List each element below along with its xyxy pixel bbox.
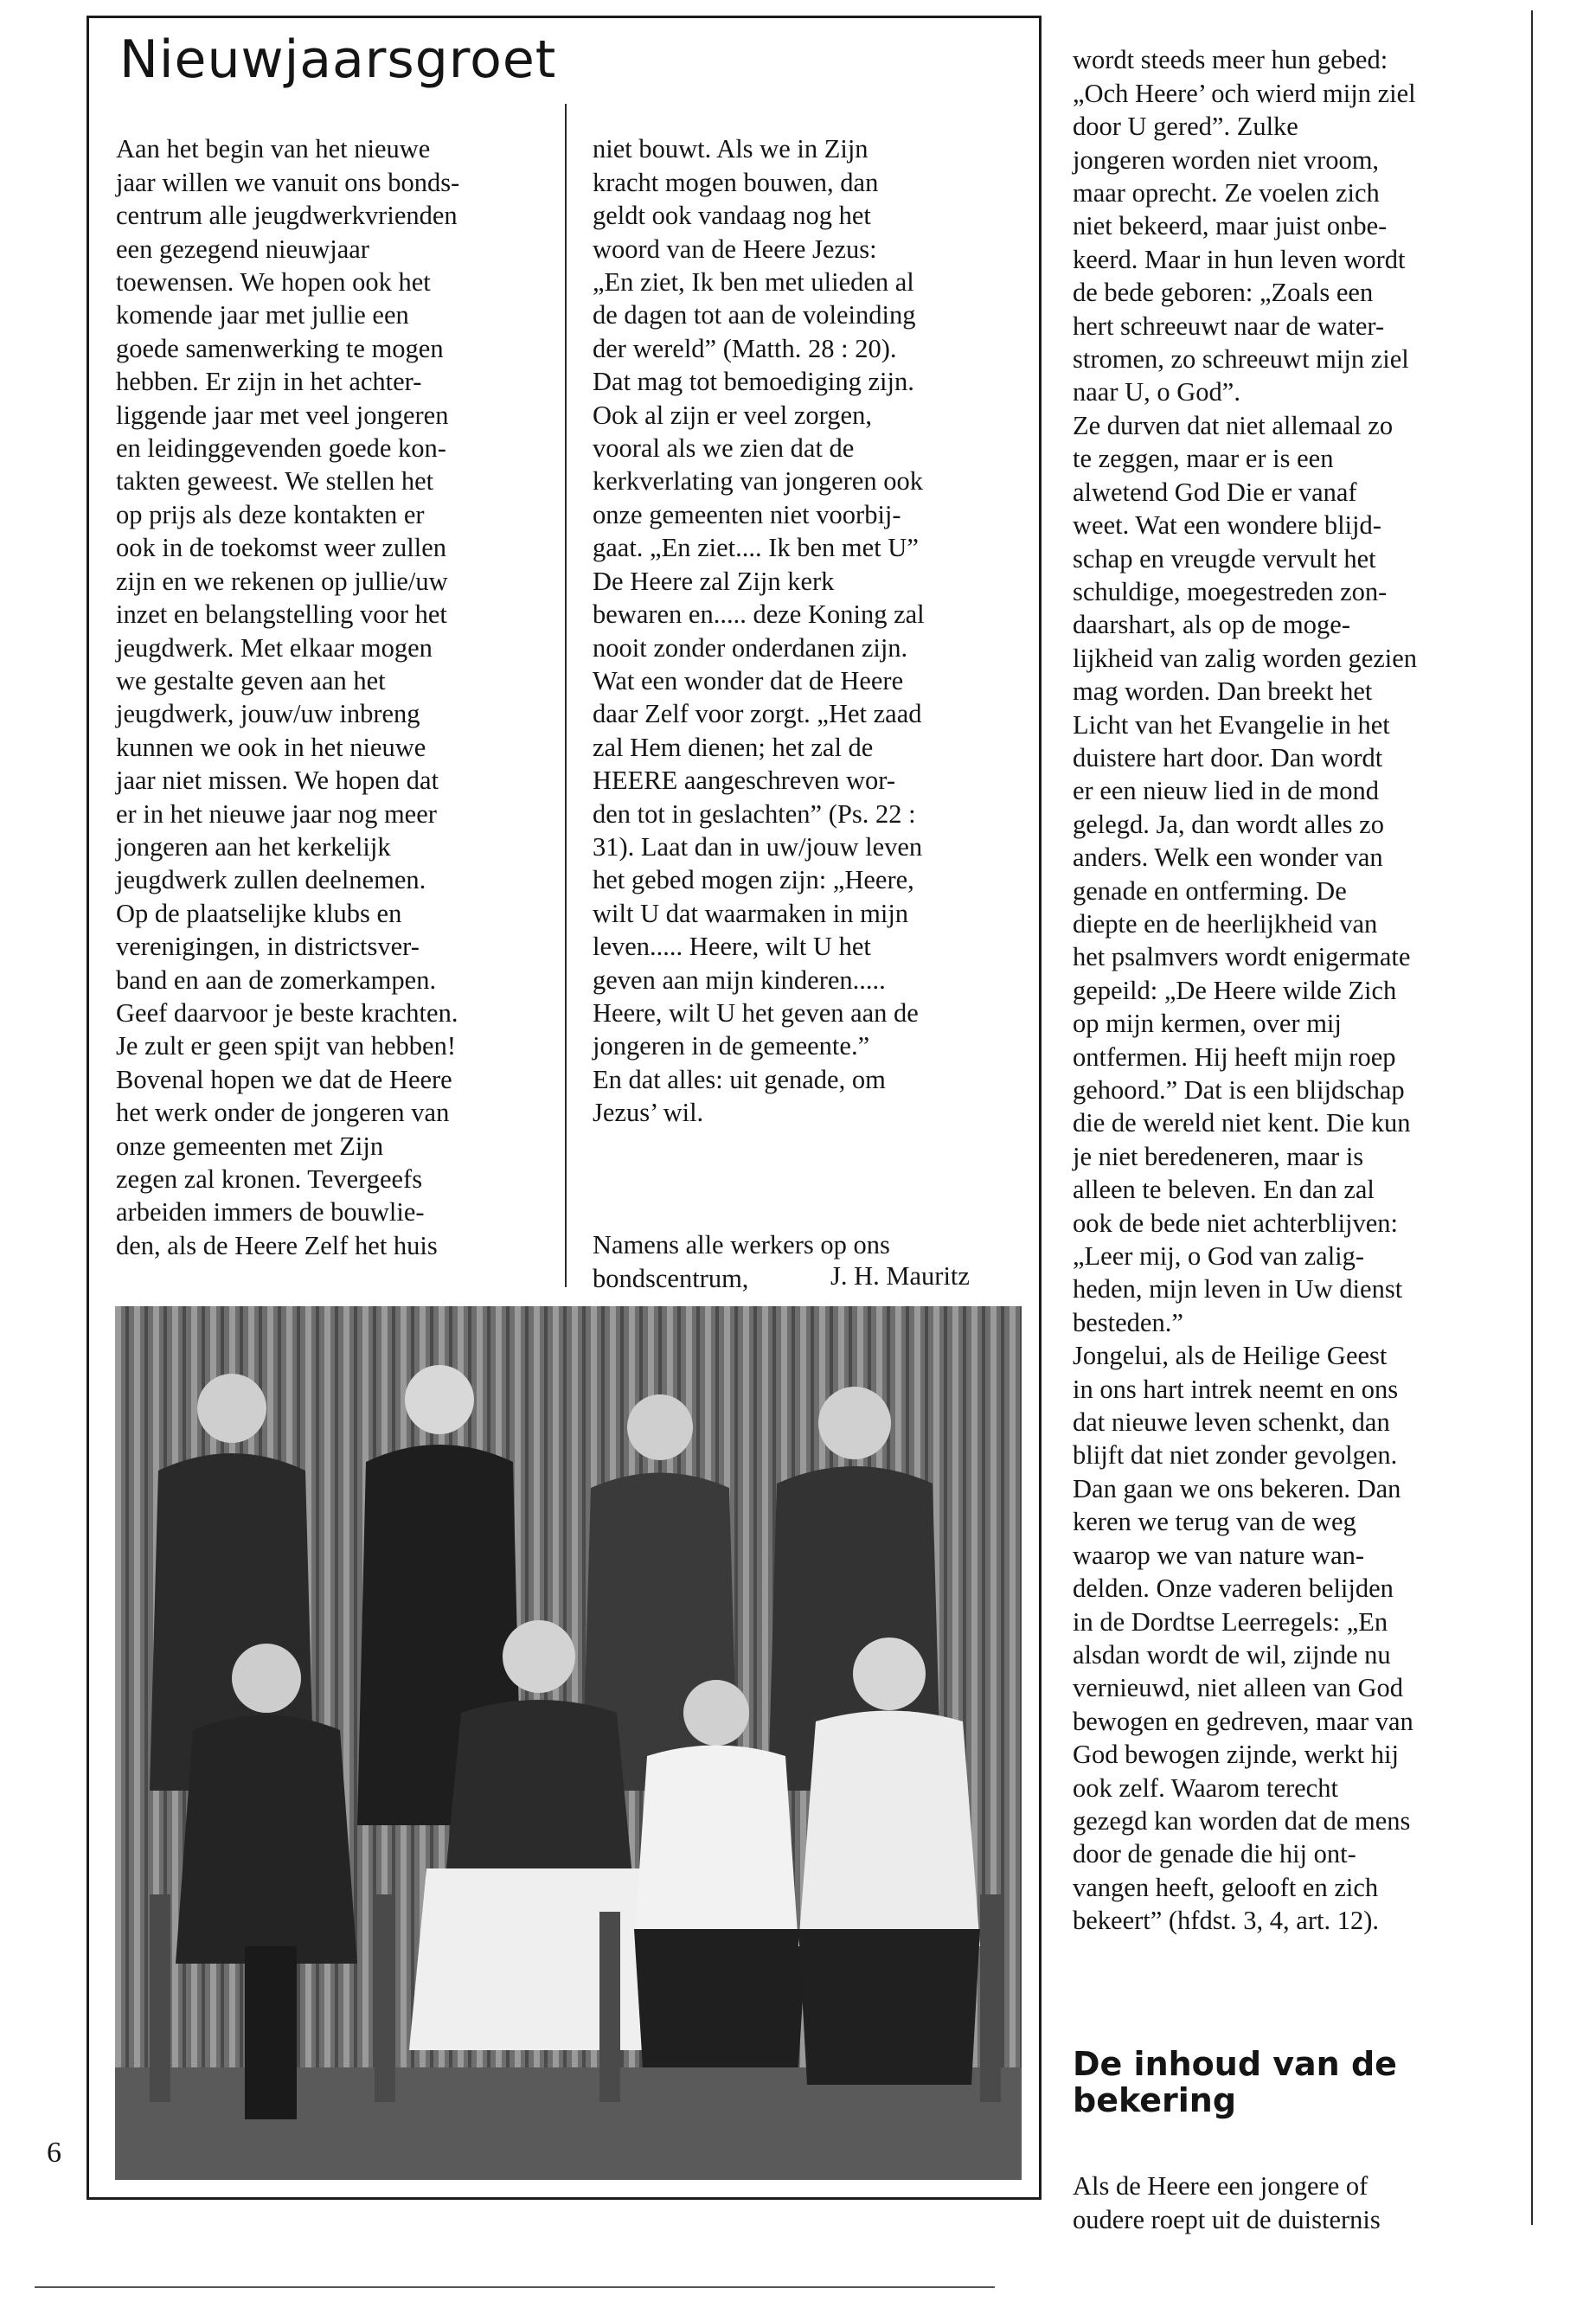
closing-text: Namens alle werkers op ons bondscentrum, <box>593 1230 890 1293</box>
bottom-rule <box>35 2286 995 2288</box>
page-number: 6 <box>47 2137 61 2169</box>
article-column-2 <box>593 99 1029 1329</box>
group-photo-image <box>115 1306 1022 2180</box>
section-heading: De inhoud van de bekering <box>1073 2045 1397 2119</box>
right-margin-rule <box>1531 10 1533 2225</box>
article-column-1 <box>116 99 557 1296</box>
article-text-col2: niet bouwt. Als we in Zijn kracht mogen bouwen, dan geldt ook vandaag nog het woord van de Heere Jezus: „En ziet, Ik ben met ulieden al de dagen tot aan de voleinding der wereld” (Matth. 28 : 20). Dat mag tot bemoediging zijn. Ook al zijn er veel zorgen, vooral als we zien dat de kerkverlating van jongeren ook onze gemeenten niet voorbij- gaat. „En ziet.... Ik ben met U” De Heere zal Zijn kerk bewaren en..... deze Koning zal nooit zonder onderdanen zijn. Wat een wonder dat de Heere daar Zelf voor zorgt. „Het zaad zal Hem dienen; het zal de HEERE aangeschreven wor- den tot in geslachten” (Ps. 22 : 31). Laat dan in uw/jouw leven het gebed mogen zijn: „Heere, wilt U dat waarmaken in mijn leven..... Heere, wilt U het geven aan mijn kinderen..... Heere, wilt U het geven aan de jongeren in de gemeente.” En dat alles: uit genade, om Jezus’ wil. <box>593 134 925 1128</box>
column-divider <box>565 104 567 1287</box>
sidebar-text-continued: Als de Heere een jongere of oudere roept uit de duisternis <box>1073 2171 1381 2234</box>
group-photo <box>115 1306 1022 2180</box>
sidebar-text: wordt steeds meer hun gebed: „Och Heere’ och wierd mijn ziel door U gered”. Zulke jongeren worden niet vroom, maar oprecht. Ze voelen zich niet bekeerd, maar juist onbe- keerd. Maar in hun leven wordt de bede geboren: „Zoals een hert schreeuwt naar de water- stromen, zo schreeuwt mijn ziel naar U, o God”. Ze durven dat niet allemaal zo te zeggen, maar er is een alwetend God Die er vanaf weet. Wat een wondere blijd- schap en vreugde vervult het schuldige, moegestreden zon- daarshart, als op de moge- lijkheid van zalig worden gezien mag worden. Dan breekt het Licht van het Evangelie in het duistere hart door. Dan wordt er een nieuw lied in de mond gelegd. Ja, dan wordt alles zo anders. Welk een wonder van genade en ontferming. De diepte en de heerlijkheid van het psalmvers wordt enigermate gepeild: „De Heere wilde Zich op mijn kermen, over mij ontfermen. Hij heeft mijn roep gehoord.” Dat is een blijdschap die de wereld niet kent. Die kun je niet beredeneren, maar is alleen te beleven. En dan zal ook de bede niet achterblijven: „Leer mij, o God van zalig- heden, mijn leven in Uw dienst besteden.” Jongelui, als de Heilige Geest in ons hart intrek neemt en ons dat nieuwe leven schenkt, dan blijft dat niet zonder gevolgen. Dan gaan we ons bekeren. Dan keren we terug van de weg waarop we van nature wan- delden. Onze vaderen belijden in de Dordtse Leerregels: „En alsdan wordt de wil, zijnde nu vernieuwd, niet alleen van God bewogen en gedreven, maar van God bewogen zijnde, werkt hij ook zelf. Waarom terecht gezegd kan worden dat de mens door de genade die hij ont- vangen heeft, gelooft en zich bekeert” (hfdst. 3, 4, art. 12). <box>1073 45 1418 1936</box>
signature: J. H. Mauritz <box>830 1261 970 1291</box>
sidebar-column-continued <box>1073 2137 1557 2270</box>
article-title: Nieuwjaarsgroet <box>119 29 557 90</box>
sidebar-column <box>1073 10 1557 1971</box>
article-text-col1: Aan het begin van het nieuwe jaar willen we vanuit ons bonds- centrum alle jeugdwerkvrienden een gezegend nieuwjaar toewensen. We hopen ook het komende jaar met jullie een goede samenwerking te mogen hebben. Er zijn in het achter- liggende jaar met veel jongeren en leidinggevenden goede kon- takten geweest. We stellen het op prijs als deze kontakten er ook in de toekomst weer zullen zijn en we rekenen op jullie/uw inzet en belangstelling voor het jeugdwerk. Met elkaar mogen we gestalte geven aan het jeugdwerk, jouw/uw inbreng kunnen we ook in het nieuwe jaar niet missen. We hopen dat er in het nieuwe jaar nog meer jongeren aan het kerkelijk jeugdwerk zullen deelnemen. Op de plaatselijke klubs en verenigingen, in districtsver- band en aan de zomerkampen. Geef daarvoor je beste krachten. Je zult er geen spijt van hebben! Bovenal hopen we dat de Heere het werk onder de jongeren van onze gemeenten met Zijn zegen zal kronen. Tevergeefs arbeiden immers de bouwlie- den, als de Heere Zelf het huis <box>116 134 460 1260</box>
